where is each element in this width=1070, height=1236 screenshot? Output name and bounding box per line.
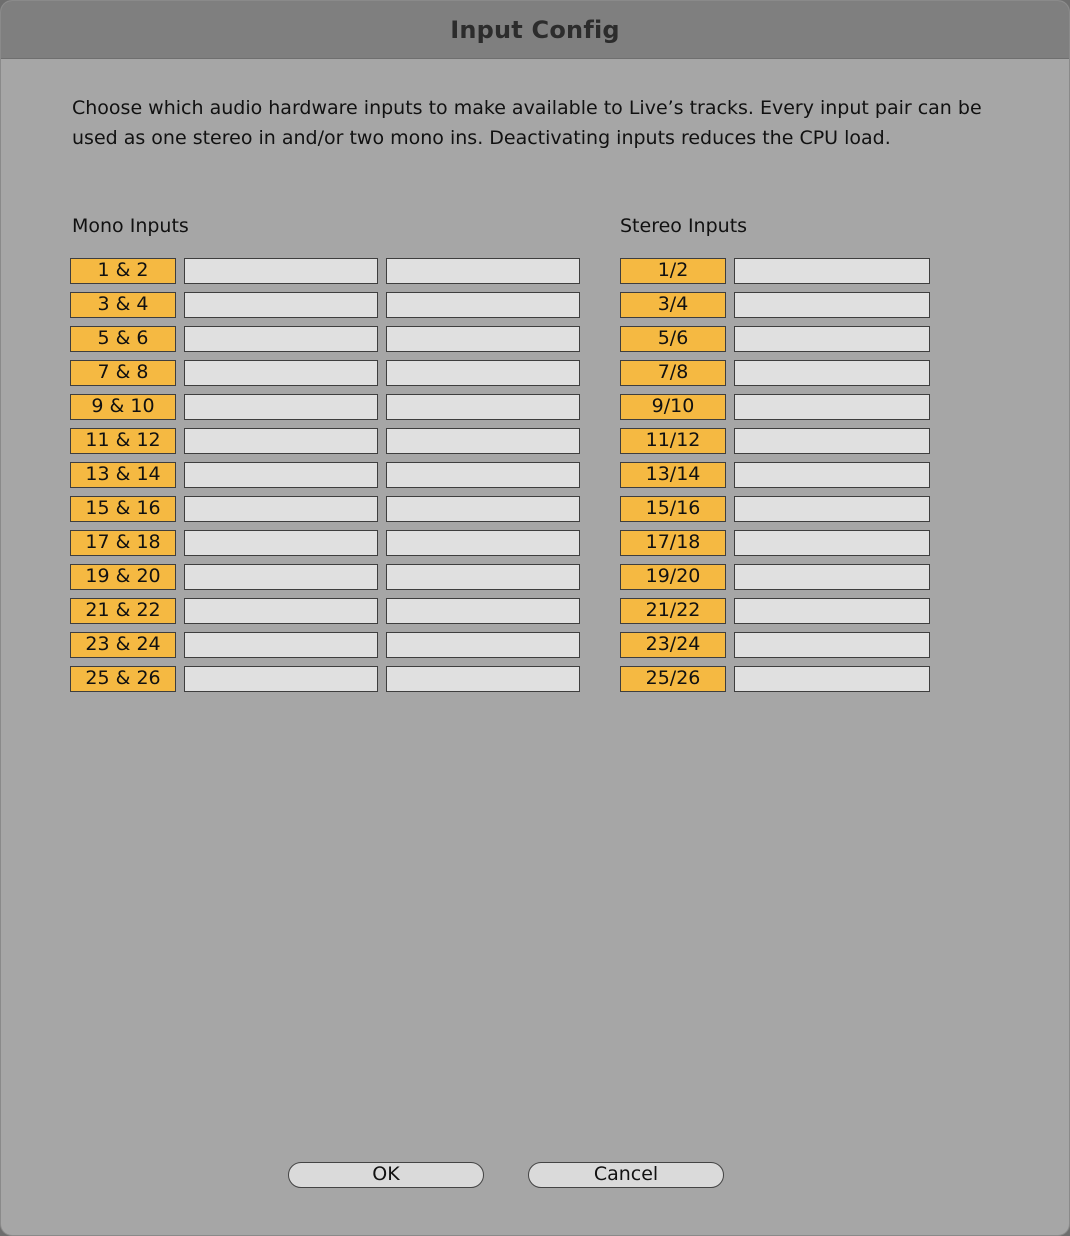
mono-pair-toggle[interactable]: 21 & 22 (70, 598, 176, 624)
mono-input-right-toggle[interactable] (386, 292, 580, 318)
mono-input-left-toggle[interactable] (184, 462, 378, 488)
mono-input-left-toggle[interactable] (184, 598, 378, 624)
mono-pair-toggle[interactable]: 9 & 10 (70, 394, 176, 420)
stereo-input-toggle[interactable] (734, 564, 930, 590)
stereo-pair-toggle[interactable]: 19/20 (620, 564, 726, 590)
stereo-pair-toggle[interactable]: 5/6 (620, 326, 726, 352)
stereo-inputs-label: Stereo Inputs (620, 215, 748, 237)
stereo-pair-toggle[interactable]: 15/16 (620, 496, 726, 522)
stereo-pair-toggle[interactable]: 7/8 (620, 360, 726, 386)
cancel-button[interactable]: Cancel (528, 1162, 724, 1188)
mono-input-left-toggle[interactable] (184, 428, 378, 454)
mono-pair-toggle[interactable]: 5 & 6 (70, 326, 176, 352)
stereo-input-toggle[interactable] (734, 360, 930, 386)
mono-input-right-toggle[interactable] (386, 258, 580, 284)
mono-pair-toggle[interactable]: 3 & 4 (70, 292, 176, 318)
mono-inputs-label: Mono Inputs (72, 215, 189, 237)
mono-input-right-toggle[interactable] (386, 632, 580, 658)
mono-input-left-toggle[interactable] (184, 394, 378, 420)
mono-input-left-toggle[interactable] (184, 292, 378, 318)
description-text: Choose which audio hardware inputs to make available to Live’s tracks. Every input pair can be used as one stereo in and/or two mono ins. Deactivating inputs reduces the CPU load. (72, 97, 982, 149)
stereo-input-toggle[interactable] (734, 326, 930, 352)
mono-input-right-toggle[interactable] (386, 326, 580, 352)
stereo-pair-toggle[interactable]: 17/18 (620, 530, 726, 556)
mono-input-right-toggle[interactable] (386, 428, 580, 454)
stereo-input-toggle[interactable] (734, 428, 930, 454)
stereo-input-toggle[interactable] (734, 530, 930, 556)
mono-input-left-toggle[interactable] (184, 496, 378, 522)
mono-input-right-toggle[interactable] (386, 462, 580, 488)
stereo-input-toggle[interactable] (734, 462, 930, 488)
title-bar[interactable] (1, 1, 1069, 59)
mono-input-left-toggle[interactable] (184, 258, 378, 284)
mono-input-right-toggle[interactable] (386, 360, 580, 386)
stereo-input-toggle[interactable] (734, 292, 930, 318)
mono-input-right-toggle[interactable] (386, 666, 580, 692)
mono-pair-toggle[interactable]: 19 & 20 (70, 564, 176, 590)
ok-button[interactable]: OK (288, 1162, 484, 1188)
stereo-pair-toggle[interactable]: 25/26 (620, 666, 726, 692)
stereo-pair-toggle[interactable]: 9/10 (620, 394, 726, 420)
stereo-input-toggle[interactable] (734, 632, 930, 658)
mono-pair-toggle[interactable]: 11 & 12 (70, 428, 176, 454)
stereo-input-toggle[interactable] (734, 258, 930, 284)
mono-input-right-toggle[interactable] (386, 530, 580, 556)
mono-pair-toggle[interactable]: 13 & 14 (70, 462, 176, 488)
mono-pair-toggle[interactable]: 7 & 8 (70, 360, 176, 386)
mono-pair-toggle[interactable]: 17 & 18 (70, 530, 176, 556)
stereo-pair-toggle[interactable]: 1/2 (620, 258, 726, 284)
mono-input-right-toggle[interactable] (386, 496, 580, 522)
stereo-pair-toggle[interactable]: 11/12 (620, 428, 726, 454)
mono-input-right-toggle[interactable] (386, 564, 580, 590)
stereo-input-toggle[interactable] (734, 394, 930, 420)
mono-input-left-toggle[interactable] (184, 326, 378, 352)
mono-pair-toggle[interactable]: 1 & 2 (70, 258, 176, 284)
stereo-pair-toggle[interactable]: 21/22 (620, 598, 726, 624)
mono-input-right-toggle[interactable] (386, 394, 580, 420)
stereo-input-toggle[interactable] (734, 666, 930, 692)
mono-input-left-toggle[interactable] (184, 632, 378, 658)
mono-input-left-toggle[interactable] (184, 360, 378, 386)
mono-input-left-toggle[interactable] (184, 530, 378, 556)
stereo-input-toggle[interactable] (734, 598, 930, 624)
stereo-input-toggle[interactable] (734, 496, 930, 522)
stereo-pair-toggle[interactable]: 23/24 (620, 632, 726, 658)
stereo-pair-toggle[interactable]: 13/14 (620, 462, 726, 488)
mono-pair-toggle[interactable]: 25 & 26 (70, 666, 176, 692)
mono-pair-toggle[interactable]: 23 & 24 (70, 632, 176, 658)
stereo-pair-toggle[interactable]: 3/4 (620, 292, 726, 318)
window-title: Input Config (450, 15, 620, 44)
mono-input-left-toggle[interactable] (184, 564, 378, 590)
mono-input-left-toggle[interactable] (184, 666, 378, 692)
mono-pair-toggle[interactable]: 15 & 16 (70, 496, 176, 522)
mono-input-right-toggle[interactable] (386, 598, 580, 624)
